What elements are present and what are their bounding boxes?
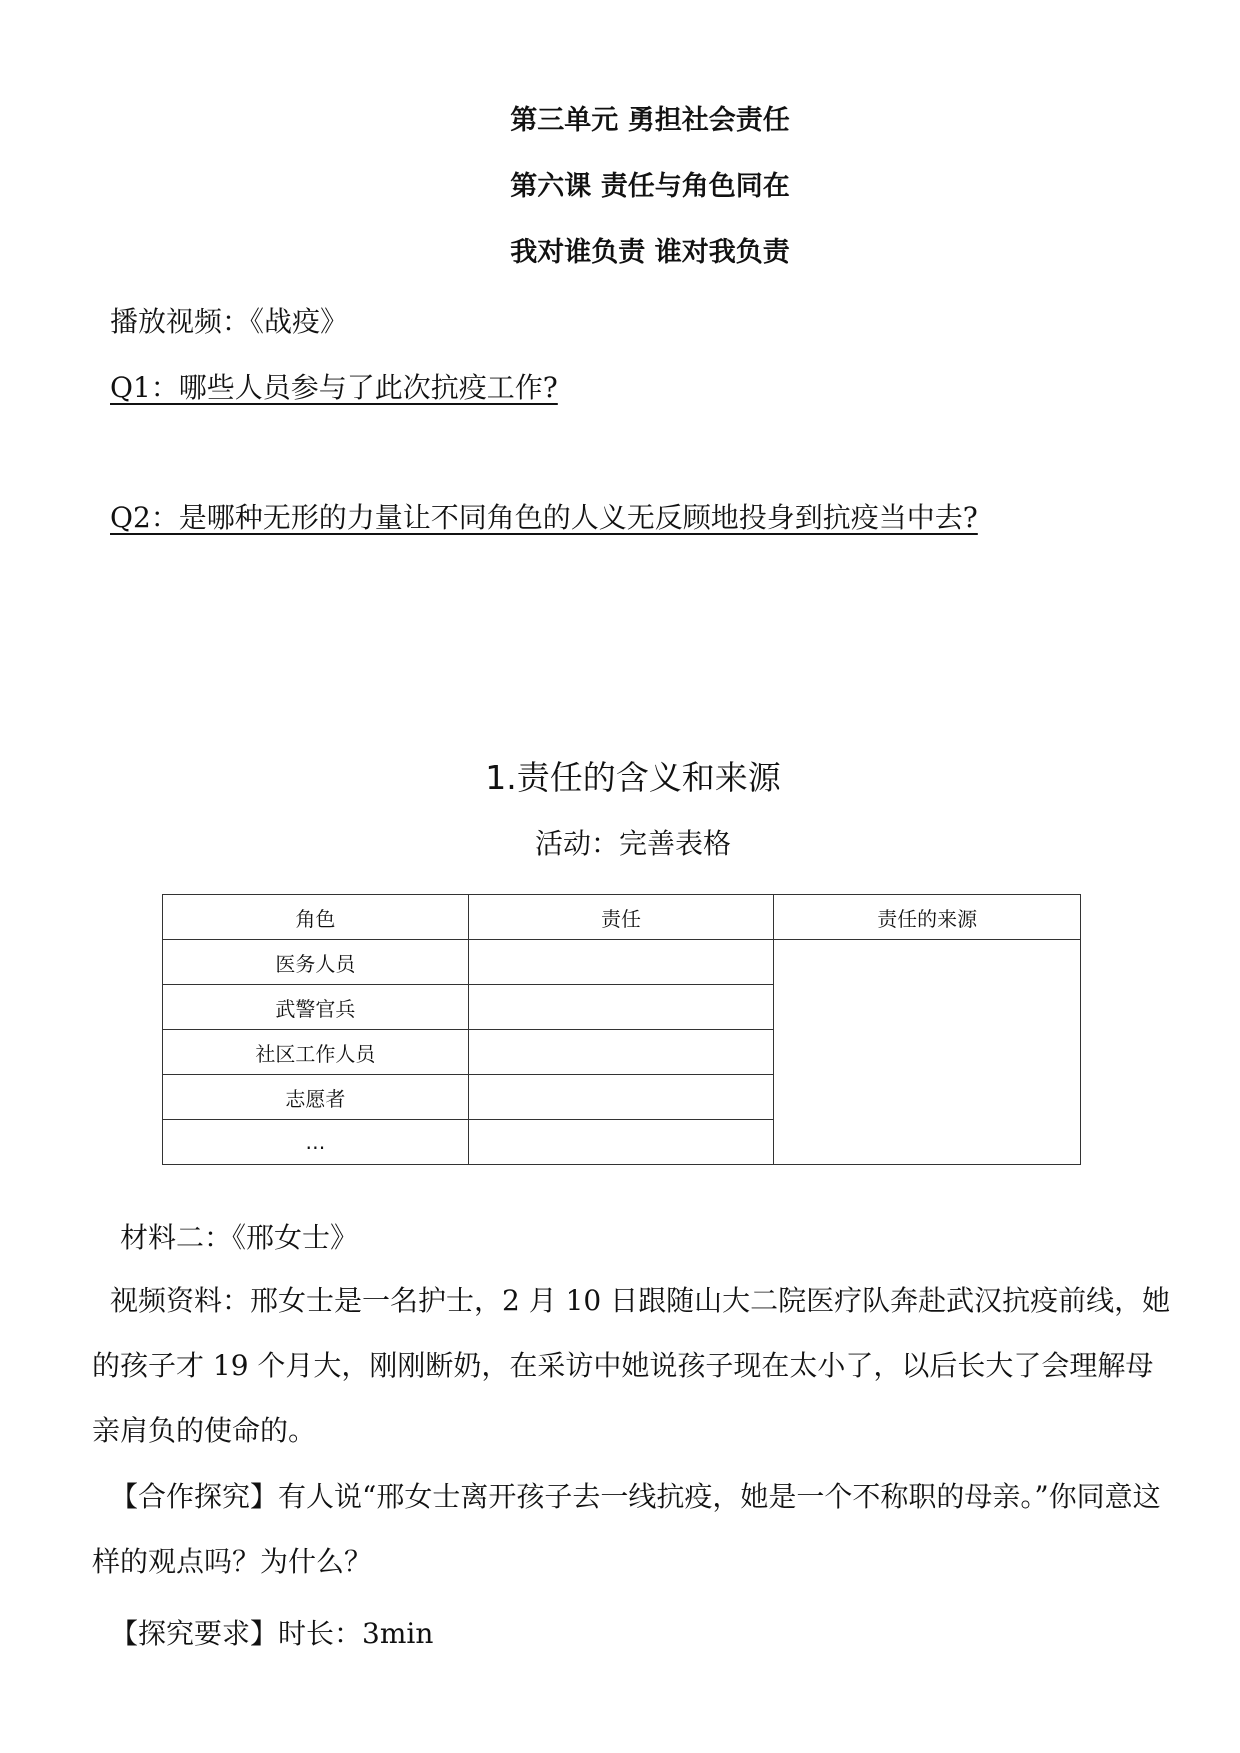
activity-label: 活动：完善表格 <box>534 827 731 860</box>
role-cell: 社区工作人员 <box>163 1030 469 1075</box>
role-responsibility-table <box>162 894 1081 1165</box>
responsibility-cell[interactable] <box>468 985 774 1030</box>
section-subtitle: 我对谁负责 谁对我负责 <box>510 237 790 268</box>
table-header-responsibility: 责任 <box>468 895 774 940</box>
source-cell[interactable] <box>774 940 1081 1165</box>
table-header-source: 责任的来源 <box>774 895 1081 940</box>
responsibility-cell[interactable] <box>468 1075 774 1120</box>
role-cell: … <box>163 1120 469 1165</box>
cooperative-inquiry-paragraph <box>92 1464 1172 1594</box>
video-material-text: 视频资料：邢女士是一名护士，2 月 10 日跟随山大二院医疗队奔赴武汉抗疫前线，她的孩子才 19 个月大，刚刚断奶，在采访中她说孩子现在太小了，以后长大了会理解母亲肩负的使命的。 <box>92 1284 1171 1447</box>
cooperative-inquiry-text: 【合作探究】有人说“邢女士离开孩子去一线抗疫，她是一个不称职的母亲。”你同意这样的观点吗？为什么？ <box>92 1480 1161 1578</box>
video-material-paragraph <box>92 1268 1172 1463</box>
material-2-label: 材料二：《邢女士》 <box>120 1221 359 1254</box>
video-label: 播放视频：《战疫》 <box>110 305 349 338</box>
question-2: Q2：是哪种无形的力量让不同角色的人义无反顾地投身到抗疫当中去? <box>110 501 978 534</box>
lesson-title: 第六课 责任与角色同在 <box>510 171 790 202</box>
unit-title: 第三单元 勇担社会责任 <box>510 105 790 136</box>
table-header-row <box>163 895 1081 940</box>
section-1-title: 1.责任的含义和来源 <box>485 758 781 797</box>
responsibility-cell[interactable] <box>468 1120 774 1165</box>
table-header-role: 角色 <box>163 895 469 940</box>
role-cell: 志愿者 <box>163 1075 469 1120</box>
role-cell: 医务人员 <box>163 940 469 985</box>
responsibility-cell[interactable] <box>468 1030 774 1075</box>
question-1: Q1：哪些人员参与了此次抗疫工作? <box>110 371 558 404</box>
role-cell: 武警官兵 <box>163 985 469 1030</box>
inquiry-requirement: 【探究要求】时长：3min <box>110 1617 434 1650</box>
table-row <box>163 940 1081 985</box>
responsibility-cell[interactable] <box>468 940 774 985</box>
